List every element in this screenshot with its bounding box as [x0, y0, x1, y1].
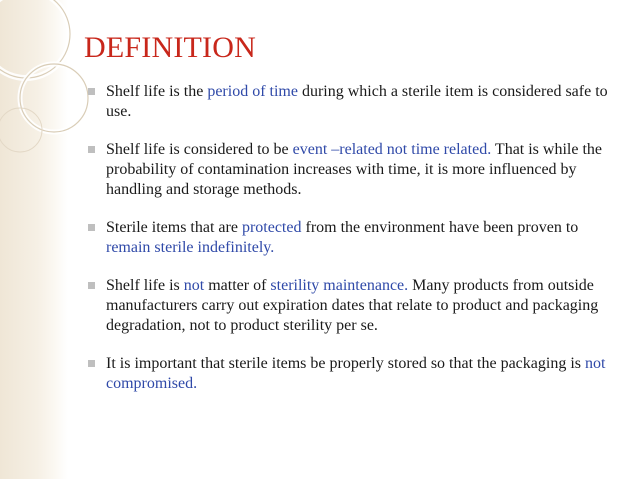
highlighted-text: period of time — [207, 83, 298, 100]
bullet-item — [88, 82, 624, 122]
highlighted-text: remain sterile indefinitely. — [106, 239, 275, 256]
bullet-text: Shelf life is considered to be — [106, 141, 293, 158]
bullet-square-icon — [88, 360, 95, 367]
highlighted-text: not compromised. — [106, 355, 606, 392]
bullet-text: Many products from outside manufacturers carry out expiration dates that relate to product and packaging degradation, not to product sterility per se. — [106, 277, 599, 334]
bullet-item — [88, 140, 624, 200]
bullet-text: It is important that sterile items be properly stored so that the packaging is — [106, 355, 585, 372]
bullet-item — [88, 276, 624, 336]
bullet-square-icon — [88, 146, 95, 153]
highlighted-text: event –related not time related. — [292, 141, 492, 158]
bullet-text: from the environment have been proven to — [301, 219, 579, 236]
highlighted-text: sterility maintenance. — [270, 277, 409, 294]
bullet-text: matter of — [204, 277, 271, 294]
slide-title: DEFINITION — [84, 31, 256, 64]
bullet-text: Shelf life is — [106, 277, 184, 294]
highlighted-text: not — [183, 277, 205, 294]
bullet-text: Shelf life is the — [106, 83, 208, 100]
bullet-text: That is while the probability of contamination increases with time, it is more influenced by handling and storage methods. — [106, 141, 602, 198]
bullet-text: Sterile items that are — [106, 219, 242, 236]
bullet-square-icon — [88, 88, 95, 95]
bullet-item — [88, 218, 624, 258]
bullet-item — [88, 354, 624, 394]
bullet-list — [88, 82, 624, 394]
bullet-text: during which a sterile item is considered safe to use. — [106, 83, 608, 120]
bullet-square-icon — [88, 224, 95, 231]
highlighted-text: protected — [241, 219, 302, 236]
bullet-square-icon — [88, 282, 95, 289]
